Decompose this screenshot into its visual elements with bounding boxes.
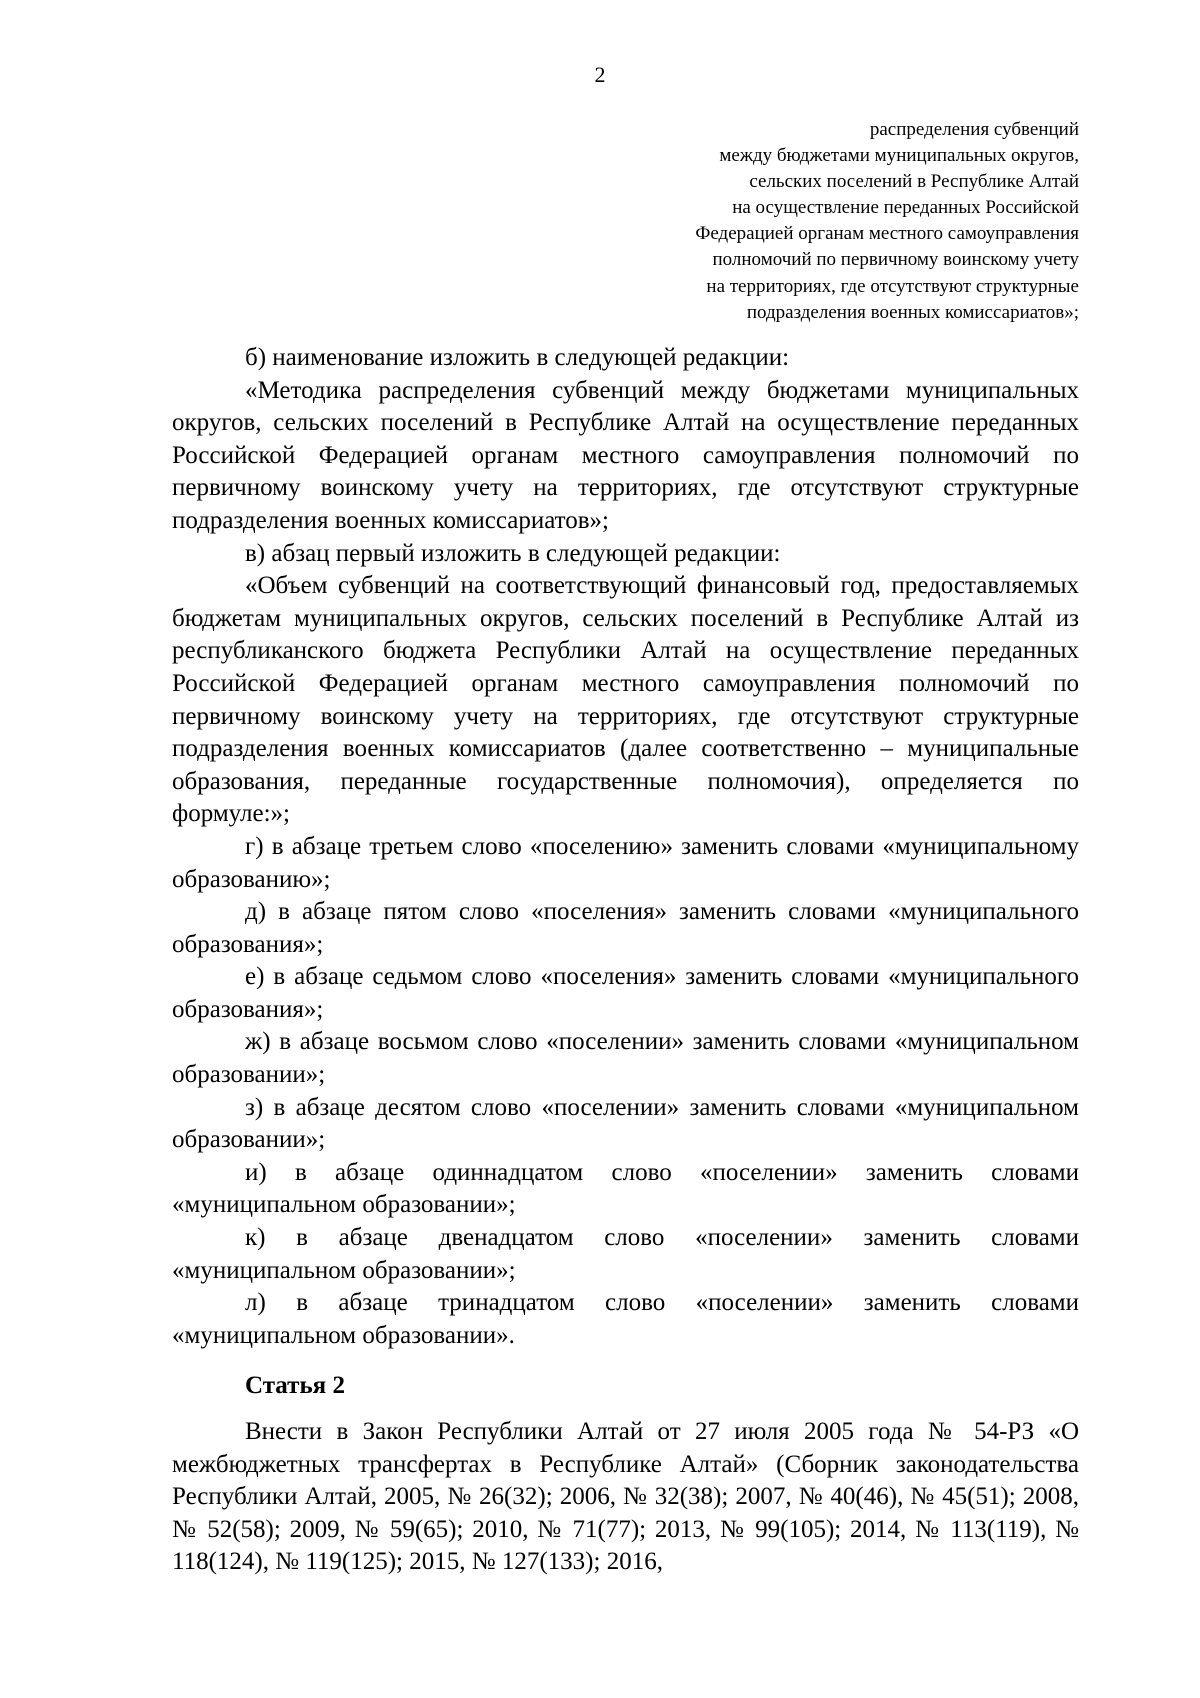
amendment-paragraph: «Методика распределения субвенций между бюджетами муниципальных округов, сельских поселений в Республике Алтай на осуществление переданных Российской Федерацией органам местного самоуправления полномочий по первичному воинскому учету на территориях, где отсутствуют структурные подразделения военных комиссариатов»; — [172, 376, 1079, 534]
heading-line: между бюджетами муниципальных округов, — [719, 145, 1079, 167]
heading-line: подразделения военных комиссариатов»; — [746, 301, 1079, 323]
page-number: 2 — [594, 62, 606, 87]
amendment-paragraph: к) в абзаце двенадцатом слово «поселении» заменить словами «муниципальном образовании»; — [172, 1224, 1079, 1284]
amendment-paragraph: з) в абзаце десятом слово «поселении» заменить словами «муниципальном образовании»; — [172, 1093, 1079, 1154]
document-body — [172, 342, 1079, 1579]
quoted-heading-block — [519, 117, 1079, 326]
amendment-paragraph: д) в абзаце пятом слово «поселения» заменить словами «муниципального образования»; — [172, 898, 1079, 958]
amendment-paragraph: «Объем субвенций на соответствующий финансовый год, предоставляемых бюджетам муниципальных округов, сельских поселений в Республике Алтай из республиканского бюджета Республики Алтай на осуществление переданных Российской Федерацией органам местного самоуправления полномочий по первичному воинскому учету на территориях, где отсутствуют структурные подразделения военных комиссариатов (далее соответственно – муниципальные образования, переданные государственные полномочия), определяется по формуле:»; — [172, 572, 1079, 828]
amendment-paragraph: е) в абзаце седьмом слово «поселения» заменить словами «муниципального образования»; — [172, 963, 1079, 1023]
amendment-paragraph: л) в абзаце тринадцатом слово «поселении» заменить словами «муниципальном образовании». — [172, 1289, 1079, 1349]
amendment-paragraph: и) в абзаце одиннадцатом слово «поселении» заменить словами «муниципальном образовании»; — [172, 1158, 1079, 1219]
amendment-paragraph: г) в абзаце третьем слово «поселению» заменить словами «муниципальному образованию»; — [172, 832, 1079, 893]
heading-line: полномочий по первичному воинскому учету — [712, 249, 1079, 271]
heading-line: распределения субвенций — [869, 119, 1079, 140]
amendment-paragraph: б) наименование изложить в следующей редакции: — [245, 344, 790, 371]
article-title: Статья 2 — [245, 1372, 345, 1400]
amendment-paragraph: в) абзац первый изложить в следующей редакции: — [245, 539, 781, 567]
amendment-paragraph: ж) в абзаце восьмом слово «поселении» заменить словами «муниципальном образовании»; — [172, 1028, 1079, 1089]
article-paragraph: Внести в Закон Республики Алтай от 27 июля 2005 года № 54-РЗ «О межбюджетных трансфертах в Республике Алтай» (Сборник законодательства Республики Алтай, 2005, № 26(32); 2006, № 32(38); 2007, № 40(46), № 45(51); 2008, № 52(58); 2009, № 59(65); 2010, № 71(77); 2013, № 99(105); 2014, № 113(119), № 118(124), № 119(125); 2015, № 127(133); 2016, — [172, 1418, 1079, 1576]
heading-line: на осуществление переданных Российской — [732, 197, 1079, 219]
heading-line: на территориях, где отсутствуют структурные — [706, 275, 1079, 297]
heading-line: Федерацией органам местного самоуправления — [695, 223, 1079, 245]
heading-line: сельских поселений в Республике Алтай — [749, 171, 1079, 193]
